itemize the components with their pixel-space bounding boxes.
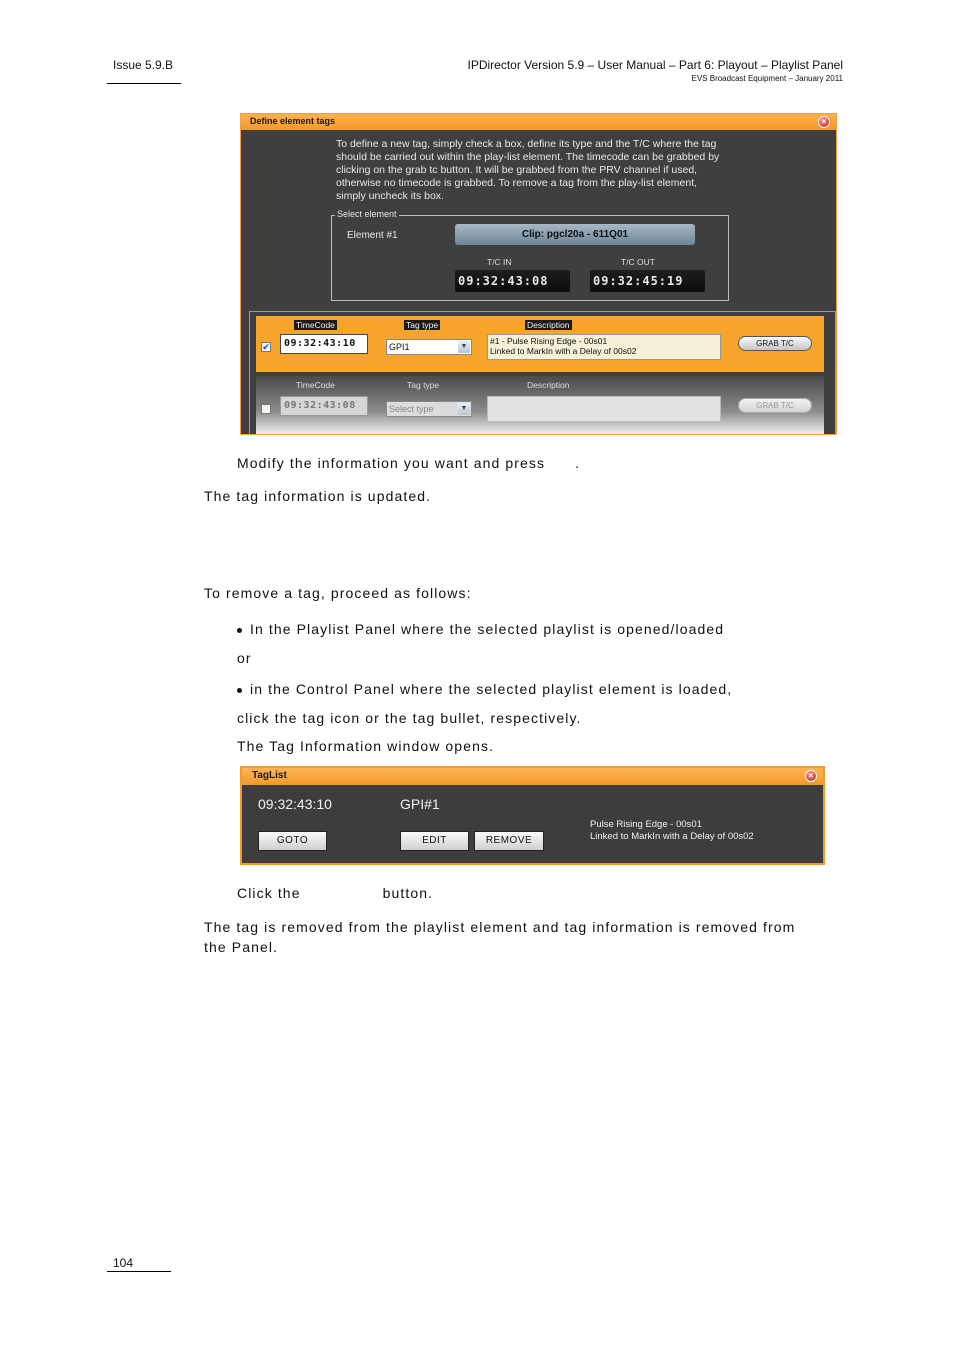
bullet-icon <box>237 688 242 693</box>
header-divider <box>107 83 181 84</box>
bullet-icon <box>237 628 242 633</box>
tag-type-value: Select type <box>389 404 434 414</box>
timecode-column-label: TimeCode <box>296 320 335 330</box>
removed-result-line1: The tag is removed from the playlist element and tag information is removed from <box>204 919 796 935</box>
grab-tc-button[interactable]: GRAB T/C <box>738 336 812 351</box>
chevron-down-icon[interactable]: ▼ <box>458 403 470 415</box>
issue-label: Issue 5.9.B <box>113 58 174 72</box>
timecode-input[interactable]: 09:32:43:08 <box>280 396 368 416</box>
window-opens-text: The Tag Information window opens. <box>237 738 495 754</box>
dialog-titlebar <box>241 114 836 130</box>
remove-button[interactable]: REMOVE <box>474 831 544 851</box>
taglist-dialog <box>240 766 825 865</box>
clip-name-display: Clip: pgcl20a - 611Q01 <box>455 224 695 245</box>
tag-type-select[interactable] <box>386 401 472 417</box>
close-icon[interactable]: × <box>818 116 830 128</box>
intro-text <box>336 138 746 203</box>
tc-out-label: T/C OUT <box>621 257 655 267</box>
description-column-label: Description <box>527 320 570 330</box>
intro-line: To define a new tag, simply check a box, define its type and the T/C where the tag <box>336 138 717 150</box>
description-field[interactable] <box>487 334 721 360</box>
manual-title: IPDirector Version 5.9 – User Manual – Part 6: Playout – Playlist Panel <box>467 58 843 72</box>
modify-instruction <box>237 455 580 471</box>
select-element-legend: Select element <box>337 209 397 219</box>
tag-type-select[interactable] <box>386 339 472 355</box>
description-field[interactable] <box>487 396 721 422</box>
click-instruction: click the tag icon or the tag bullet, respectively. <box>237 710 582 726</box>
click-the-text: Click the <box>237 885 301 901</box>
intro-line: clicking on the grab tc button. It will be grabbed from the PRV channel if used, <box>336 164 698 176</box>
tag-timecode: 09:32:43:10 <box>258 796 332 812</box>
tag-row-2 <box>256 376 824 434</box>
removed-result-line2: the Panel. <box>204 939 279 955</box>
modify-end: . <box>575 455 581 471</box>
bullet-text: in the Control Panel where the selected playlist element is loaded, <box>250 681 733 697</box>
timecode-input[interactable]: 09:32:43:10 <box>280 334 368 354</box>
timecode-column-label: TimeCode <box>296 380 335 390</box>
tc-in-display: 09:32:43:08 <box>455 270 570 292</box>
description-line: #1 - Pulse Rising Edge - 00s01 <box>490 336 608 346</box>
modify-text: Modify the information you want and press <box>237 455 546 471</box>
tag-info <box>590 819 754 843</box>
description-line: Linked to MarkIn with a Delay of 00s02 <box>490 346 637 356</box>
tag-checkbox[interactable] <box>261 404 271 414</box>
grab-tc-button[interactable]: GRAB T/C <box>738 398 812 413</box>
page-number: 104 <box>113 1256 134 1270</box>
tc-out-display: 09:32:45:19 <box>590 270 705 292</box>
click-remove-instruction <box>237 885 433 901</box>
dialog-title: Define element tags <box>250 116 336 126</box>
check-icon: ✔ <box>262 342 270 352</box>
define-element-tags-dialog <box>240 113 837 435</box>
tag-type-column-label: Tag type <box>406 320 439 330</box>
description-column-label: Description <box>527 380 570 390</box>
footer-divider <box>107 1271 171 1272</box>
dialog-titlebar <box>242 768 823 785</box>
element-label: Element #1 <box>347 230 398 241</box>
tag-row-1 <box>256 316 824 372</box>
chevron-down-icon[interactable]: ▼ <box>458 341 470 353</box>
button-word: button. <box>382 885 434 901</box>
tag-info-line: Pulse Rising Edge - 00s01 <box>590 819 702 830</box>
close-icon[interactable]: × <box>805 770 817 782</box>
goto-button[interactable]: GOTO <box>258 831 327 851</box>
bullet-item-1 <box>237 621 724 637</box>
tag-checkbox[interactable] <box>261 342 271 352</box>
tc-in-label: T/C IN <box>487 257 512 267</box>
intro-line: otherwise no timecode is grabbed. To remove a tag from the play-list element, <box>336 177 698 189</box>
dialog-title: TagList <box>252 770 287 781</box>
tag-type-column-label: Tag type <box>407 380 440 390</box>
tag-type-value: GPI1 <box>389 342 410 352</box>
bullet-text: In the Playlist Panel where the selected playlist is opened/loaded <box>250 621 725 637</box>
bullet-item-2 <box>237 681 732 697</box>
or-text: or <box>237 650 252 666</box>
intro-line: should be carried out within the play-list element. The timecode can be grabbed by <box>336 151 720 163</box>
edit-button[interactable]: EDIT <box>400 831 469 851</box>
tag-info-line: Linked to MarkIn with a Delay of 00s02 <box>590 831 754 842</box>
tag-type: GPI#1 <box>400 796 440 812</box>
remove-intro: To remove a tag, proceed as follows: <box>204 585 472 601</box>
publisher-line: EVS Broadcast Equipment – January 2011 <box>691 74 843 83</box>
intro-line: simply uncheck its box. <box>336 190 444 202</box>
updated-result: The tag information is updated. <box>204 488 432 504</box>
